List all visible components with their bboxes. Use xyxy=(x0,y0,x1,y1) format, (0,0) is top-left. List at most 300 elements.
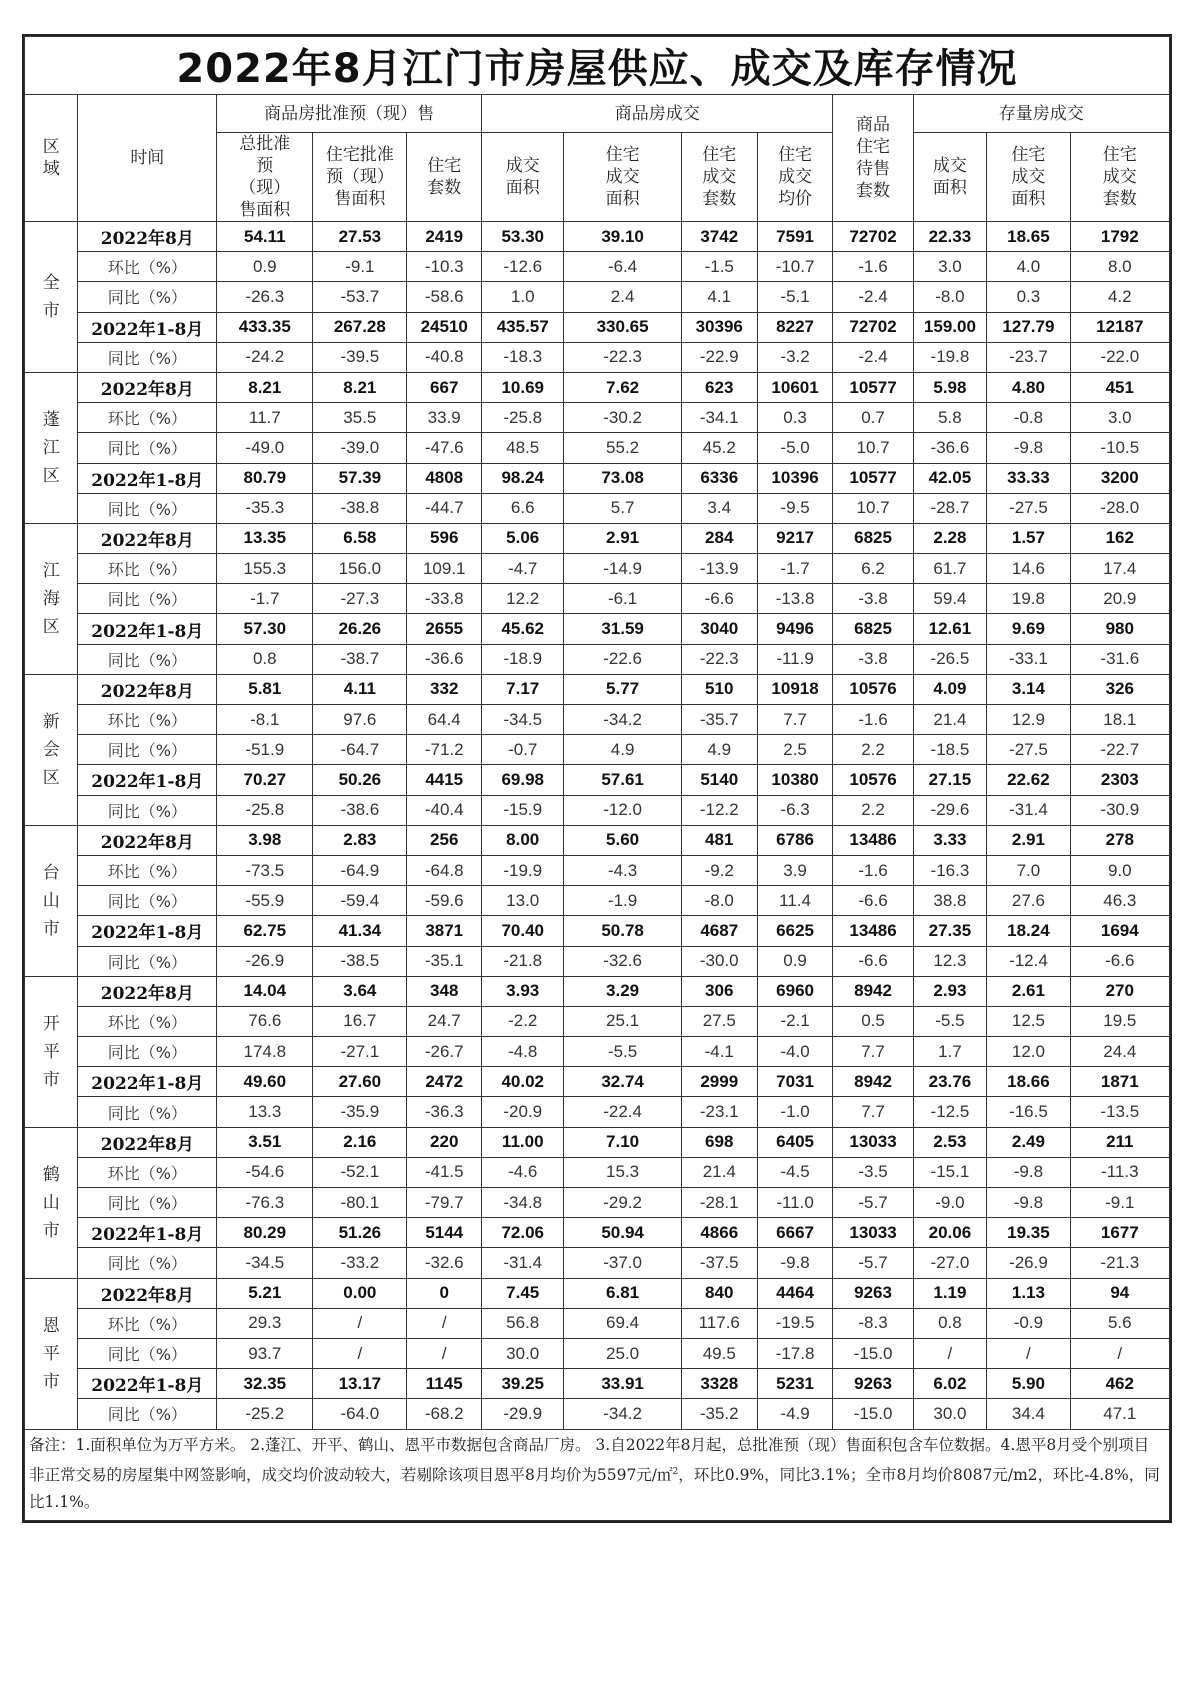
row-label: 同比（%） xyxy=(78,493,217,523)
table-cell: 7591 xyxy=(757,222,833,252)
table-cell: -4.0 xyxy=(757,1037,833,1067)
header-region-label: 区域 xyxy=(42,137,60,179)
table-cell: 34.4 xyxy=(987,1399,1070,1429)
header-col-label: 住宅成交套数 xyxy=(702,145,737,209)
region-name xyxy=(25,1127,78,1278)
table-row xyxy=(25,342,1170,372)
table-cell: 18.66 xyxy=(987,1067,1070,1097)
table-cell: / xyxy=(407,1338,482,1368)
row-label: 2022年1-8月 xyxy=(78,614,217,644)
table-cell: -33.2 xyxy=(313,1248,407,1278)
table-cell: -1.6 xyxy=(833,705,913,735)
region-name xyxy=(25,372,78,523)
row-label: 同比（%） xyxy=(78,735,217,765)
table-cell: -14.9 xyxy=(564,554,681,584)
table-cell: -35.7 xyxy=(681,705,757,735)
table-cell: 21.4 xyxy=(913,705,987,735)
table-cell: 1.57 xyxy=(987,523,1070,553)
table-cell: -35.3 xyxy=(217,493,313,523)
region-name-label: 恩平市 xyxy=(42,1315,60,1392)
table-cell: 49.60 xyxy=(217,1067,313,1097)
table-cell: 2472 xyxy=(407,1067,482,1097)
header-group-existing: 存量房成交 xyxy=(913,95,1169,133)
table-cell: 8942 xyxy=(833,976,913,1006)
table-cell: 7.10 xyxy=(564,1127,681,1157)
table-cell: 6667 xyxy=(757,1218,833,1248)
table-cell: 6336 xyxy=(681,463,757,493)
table-cell: -44.7 xyxy=(407,493,482,523)
table-cell: 3.14 xyxy=(987,674,1070,704)
table-cell: 9263 xyxy=(833,1369,913,1399)
table-cell: 7.7 xyxy=(833,1097,913,1127)
table-cell: 13.17 xyxy=(313,1369,407,1399)
table-cell: 11.4 xyxy=(757,886,833,916)
table-cell: 80.79 xyxy=(217,463,313,493)
table-cell: 1694 xyxy=(1070,916,1169,946)
row-label: 2022年1-8月 xyxy=(78,765,217,795)
table-cell: -1.7 xyxy=(217,584,313,614)
table-cell: 2.53 xyxy=(913,1127,987,1157)
table-cell: 13486 xyxy=(833,825,913,855)
table-cell: 6786 xyxy=(757,825,833,855)
table-cell: -15.1 xyxy=(913,1157,987,1187)
table-cell: -64.9 xyxy=(313,855,407,885)
table-cell: -30.0 xyxy=(681,946,757,976)
table-row xyxy=(25,252,1170,282)
table-cell: -33.8 xyxy=(407,584,482,614)
header-group-supply: 商品房批准预（现）售 xyxy=(217,95,482,133)
row-label: 同比（%） xyxy=(78,1037,217,1067)
table-cell: -27.3 xyxy=(313,584,407,614)
table-cell: 4808 xyxy=(407,463,482,493)
table-cell: 14.04 xyxy=(217,976,313,1006)
table-cell: 10396 xyxy=(757,463,833,493)
table-cell: -34.2 xyxy=(564,705,681,735)
table-cell: -79.7 xyxy=(407,1188,482,1218)
table-cell: -23.7 xyxy=(987,342,1070,372)
table-cell: 5.60 xyxy=(564,825,681,855)
header-col-label: 住宅批准预（现）售面积 xyxy=(325,145,394,209)
table-cell: 6825 xyxy=(833,523,913,553)
table-cell: 10.7 xyxy=(833,433,913,463)
table-row xyxy=(25,1188,1170,1218)
table-cell: 332 xyxy=(407,674,482,704)
table-cell: -9.8 xyxy=(987,1157,1070,1187)
row-label: 2022年8月 xyxy=(78,523,217,553)
region-name-label: 台山市 xyxy=(42,862,60,939)
table-cell: 2.2 xyxy=(833,795,913,825)
table-cell: -10.7 xyxy=(757,252,833,282)
table-cell: 40.02 xyxy=(482,1067,564,1097)
table-cell: 3.33 xyxy=(913,825,987,855)
table-cell: -5.5 xyxy=(913,1006,987,1036)
table-cell: -32.6 xyxy=(564,946,681,976)
table-cell: -25.2 xyxy=(217,1399,313,1429)
table-cell: 2.28 xyxy=(913,523,987,553)
table-cell: -31.6 xyxy=(1070,644,1169,674)
table-cell: -12.5 xyxy=(913,1097,987,1127)
row-label: 同比（%） xyxy=(78,342,217,372)
table-cell: 69.98 xyxy=(482,765,564,795)
table-cell: 117.6 xyxy=(681,1308,757,1338)
table-cell: -18.5 xyxy=(913,735,987,765)
table-cell: 13.0 xyxy=(482,886,564,916)
table-cell: -11.3 xyxy=(1070,1157,1169,1187)
table-cell: 55.2 xyxy=(564,433,681,463)
table-cell: -25.8 xyxy=(217,795,313,825)
row-label: 同比（%） xyxy=(78,886,217,916)
table-cell: -4.1 xyxy=(681,1037,757,1067)
table-cell: 0.5 xyxy=(833,1006,913,1036)
table-cell: -22.3 xyxy=(564,342,681,372)
table-cell: -37.5 xyxy=(681,1248,757,1278)
region-name xyxy=(25,825,78,976)
row-label: 2022年8月 xyxy=(78,222,217,252)
table-cell: 72.06 xyxy=(482,1218,564,1248)
table-cell: 1871 xyxy=(1070,1067,1169,1097)
row-label: 2022年8月 xyxy=(78,1278,217,1308)
region-name xyxy=(25,222,78,373)
table-cell: -38.5 xyxy=(313,946,407,976)
table-cell: / xyxy=(913,1338,987,1368)
table-cell: -47.6 xyxy=(407,433,482,463)
table-cell: -68.2 xyxy=(407,1399,482,1429)
table-cell: 70.40 xyxy=(482,916,564,946)
table-cell: -4.9 xyxy=(757,1399,833,1429)
table-cell: 6.6 xyxy=(482,493,564,523)
header-col-label: 成交面积 xyxy=(505,156,540,198)
table-cell: / xyxy=(987,1338,1070,1368)
table-cell: 73.08 xyxy=(564,463,681,493)
table-cell: 3040 xyxy=(681,614,757,644)
table-cell: 2.61 xyxy=(987,976,1070,1006)
row-label: 同比（%） xyxy=(78,584,217,614)
table-cell: -2.4 xyxy=(833,282,913,312)
table-cell: -0.8 xyxy=(987,403,1070,433)
footnote-text-1: 备注：1.面积单位为万平方米。 2.蓬江、开平、鹤山、恩平市数据包含商品厂房。 3.自2022年8月起，总批准预（现）售面积包含车位数据。4.恩平8月受个别项目非正常交易的房屋集中网签影响，成交均价波动较大，若剔除该项目恩平8月均价为5597元/㎡ xyxy=(29,1435,1150,1484)
table-cell: 3.93 xyxy=(482,976,564,1006)
table-cell: -10.3 xyxy=(407,252,482,282)
table-cell: -37.0 xyxy=(564,1248,681,1278)
table-cell: -76.3 xyxy=(217,1188,313,1218)
row-label: 同比（%） xyxy=(78,1399,217,1429)
table-cell: 0.00 xyxy=(313,1278,407,1308)
header-col-deal-area xyxy=(482,133,564,222)
table-cell: 19.35 xyxy=(987,1218,1070,1248)
table-cell: -55.9 xyxy=(217,886,313,916)
table-cell: 4687 xyxy=(681,916,757,946)
table-cell: 21.4 xyxy=(681,1157,757,1187)
header-stock xyxy=(833,95,913,222)
table-row xyxy=(25,1218,1170,1248)
table-cell: 2.49 xyxy=(987,1127,1070,1157)
report-title: 2022年8月江门市房屋供应、成交及库存情况 xyxy=(25,37,1170,95)
table-cell: -80.1 xyxy=(313,1188,407,1218)
table-cell: 72702 xyxy=(833,222,913,252)
table-cell: 174.8 xyxy=(217,1037,313,1067)
table-cell: -59.6 xyxy=(407,886,482,916)
row-label: 2022年1-8月 xyxy=(78,312,217,342)
table-cell: 155.3 xyxy=(217,554,313,584)
row-label: 同比（%） xyxy=(78,1097,217,1127)
table-cell: -2.4 xyxy=(833,342,913,372)
table-cell: 4.9 xyxy=(681,735,757,765)
table-row xyxy=(25,1097,1170,1127)
table-cell: -59.4 xyxy=(313,886,407,916)
table-cell: 8.21 xyxy=(217,372,313,402)
table-cell: -9.8 xyxy=(987,433,1070,463)
table-cell: -15.0 xyxy=(833,1338,913,1368)
table-cell: 462 xyxy=(1070,1369,1169,1399)
table-cell: -6.6 xyxy=(681,584,757,614)
table-cell: 220 xyxy=(407,1127,482,1157)
table-row xyxy=(25,523,1170,553)
table-cell: 13486 xyxy=(833,916,913,946)
row-label: 2022年8月 xyxy=(78,976,217,1006)
table-cell: / xyxy=(313,1338,407,1368)
table-cell: 698 xyxy=(681,1127,757,1157)
table-cell: 62.75 xyxy=(217,916,313,946)
table-cell: -9.0 xyxy=(913,1188,987,1218)
table-cell: 11.7 xyxy=(217,403,313,433)
table-row xyxy=(25,644,1170,674)
table-cell: / xyxy=(407,1308,482,1338)
row-label: 同比（%） xyxy=(78,282,217,312)
table-row xyxy=(25,372,1170,402)
table-cell: 0.9 xyxy=(757,946,833,976)
table-cell: 2.16 xyxy=(313,1127,407,1157)
table-cell: 109.1 xyxy=(407,554,482,584)
table-cell: -35.1 xyxy=(407,946,482,976)
table-cell: -38.7 xyxy=(313,644,407,674)
table-row xyxy=(25,403,1170,433)
table-cell: 3742 xyxy=(681,222,757,252)
table-cell: 6.2 xyxy=(833,554,913,584)
table-cell: -19.5 xyxy=(757,1308,833,1338)
row-label: 同比（%） xyxy=(78,433,217,463)
table-cell: 61.7 xyxy=(913,554,987,584)
row-label: 2022年8月 xyxy=(78,825,217,855)
table-cell: 306 xyxy=(681,976,757,1006)
table-row xyxy=(25,222,1170,252)
table-cell: -3.5 xyxy=(833,1157,913,1187)
table-row xyxy=(25,282,1170,312)
table-cell: 10601 xyxy=(757,372,833,402)
table-row xyxy=(25,705,1170,735)
row-label: 环比（%） xyxy=(78,1006,217,1036)
table-cell: 4.9 xyxy=(564,735,681,765)
table-cell: 39.25 xyxy=(482,1369,564,1399)
table-cell: 0 xyxy=(407,1278,482,1308)
header-col-label: 住宅成交面积 xyxy=(1011,145,1046,209)
table-cell: -2.1 xyxy=(757,1006,833,1036)
table-cell: 5.81 xyxy=(217,674,313,704)
table-cell: 22.33 xyxy=(913,222,987,252)
table-cell: 6825 xyxy=(833,614,913,644)
table-cell: -31.4 xyxy=(482,1248,564,1278)
header-col-residential-avg-price xyxy=(757,133,833,222)
table-cell: 30396 xyxy=(681,312,757,342)
header-col-existing-deal-area xyxy=(913,133,987,222)
table-cell: 10380 xyxy=(757,765,833,795)
table-row xyxy=(25,1157,1170,1187)
table-cell: -9.1 xyxy=(313,252,407,282)
table-cell: -64.7 xyxy=(313,735,407,765)
table-cell: -1.9 xyxy=(564,886,681,916)
table-cell: 25.0 xyxy=(564,1338,681,1368)
row-label: 2022年1-8月 xyxy=(78,1369,217,1399)
table-cell: 127.79 xyxy=(987,312,1070,342)
table-cell: 5.8 xyxy=(913,403,987,433)
table-cell: 9.69 xyxy=(987,614,1070,644)
table-cell: 76.6 xyxy=(217,1006,313,1036)
table-cell: -6.4 xyxy=(564,252,681,282)
table-cell: 1145 xyxy=(407,1369,482,1399)
table-cell: -1.6 xyxy=(833,252,913,282)
table-cell: 0.7 xyxy=(833,403,913,433)
table-cell: 27.53 xyxy=(313,222,407,252)
table-cell: 57.61 xyxy=(564,765,681,795)
table-cell: 5.7 xyxy=(564,493,681,523)
table-cell: 13033 xyxy=(833,1127,913,1157)
row-label: 环比（%） xyxy=(78,1157,217,1187)
row-label: 2022年1-8月 xyxy=(78,1067,217,1097)
table-cell: -51.9 xyxy=(217,735,313,765)
table-cell: 3.51 xyxy=(217,1127,313,1157)
table-cell: 53.30 xyxy=(482,222,564,252)
table-cell: 10576 xyxy=(833,674,913,704)
table-cell: 4415 xyxy=(407,765,482,795)
table-cell: 3.0 xyxy=(1070,403,1169,433)
table-cell: -15.9 xyxy=(482,795,564,825)
region-name-label: 新会区 xyxy=(42,711,60,788)
table-row xyxy=(25,1127,1170,1157)
table-cell: 9217 xyxy=(757,523,833,553)
header-col-label: 住宅成交均价 xyxy=(778,145,813,209)
table-cell: 20.9 xyxy=(1070,584,1169,614)
table-cell: -73.5 xyxy=(217,855,313,885)
table-cell: -22.9 xyxy=(681,342,757,372)
region-name xyxy=(25,1278,78,1429)
table-cell: -8.0 xyxy=(681,886,757,916)
table-row xyxy=(25,976,1170,1006)
table-cell: 0.3 xyxy=(757,403,833,433)
table-cell: 0.8 xyxy=(217,644,313,674)
table-cell: 5.06 xyxy=(482,523,564,553)
header-col-label: 住宅成交套数 xyxy=(1102,145,1137,209)
table-cell: 3871 xyxy=(407,916,482,946)
row-label: 同比（%） xyxy=(78,644,217,674)
header-time: 时间 xyxy=(78,95,217,222)
table-cell: 45.62 xyxy=(482,614,564,644)
table-cell: 14.6 xyxy=(987,554,1070,584)
table-row xyxy=(25,674,1170,704)
table-cell: 8942 xyxy=(833,1067,913,1097)
table-cell: 3.9 xyxy=(757,855,833,885)
table-row xyxy=(25,463,1170,493)
table-cell: 45.2 xyxy=(681,433,757,463)
table-cell: -21.8 xyxy=(482,946,564,976)
table-cell: -4.3 xyxy=(564,855,681,885)
table-cell: 2.5 xyxy=(757,735,833,765)
region-name-label: 江海区 xyxy=(42,560,60,637)
table-cell: 267.28 xyxy=(313,312,407,342)
table-cell: 0.3 xyxy=(987,282,1070,312)
table-cell: 19.5 xyxy=(1070,1006,1169,1036)
region-name-label: 全市 xyxy=(42,272,60,321)
table-cell: 31.59 xyxy=(564,614,681,644)
table-cell: 4.0 xyxy=(987,252,1070,282)
table-cell: -8.1 xyxy=(217,705,313,735)
table-cell: -5.0 xyxy=(757,433,833,463)
table-cell: -9.1 xyxy=(1070,1188,1169,1218)
row-label: 2022年1-8月 xyxy=(78,463,217,493)
table-cell: 2.83 xyxy=(313,825,407,855)
table-cell: -34.5 xyxy=(217,1248,313,1278)
table-cell: 1.13 xyxy=(987,1278,1070,1308)
table-cell: 50.78 xyxy=(564,916,681,946)
housing-report-table xyxy=(24,36,1170,1521)
row-label: 环比（%） xyxy=(78,554,217,584)
table-cell: 5.6 xyxy=(1070,1308,1169,1338)
table-cell: 27.35 xyxy=(913,916,987,946)
table-cell: -8.0 xyxy=(913,282,987,312)
table-cell: 162 xyxy=(1070,523,1169,553)
row-label: 环比（%） xyxy=(78,855,217,885)
table-cell: -12.2 xyxy=(681,795,757,825)
table-cell: 57.30 xyxy=(217,614,313,644)
table-cell: 7.45 xyxy=(482,1278,564,1308)
table-row xyxy=(25,312,1170,342)
table-cell: 69.4 xyxy=(564,1308,681,1338)
table-cell: 22.62 xyxy=(987,765,1070,795)
table-cell: 10576 xyxy=(833,765,913,795)
footnote xyxy=(25,1429,1170,1520)
table-cell: -40.4 xyxy=(407,795,482,825)
table-cell: -26.9 xyxy=(987,1248,1070,1278)
table-cell: 1677 xyxy=(1070,1218,1169,1248)
table-cell: -58.6 xyxy=(407,282,482,312)
table-cell: -10.5 xyxy=(1070,433,1169,463)
table-row xyxy=(25,433,1170,463)
table-cell: -5.1 xyxy=(757,282,833,312)
table-cell: -54.6 xyxy=(217,1157,313,1187)
table-cell: -29.2 xyxy=(564,1188,681,1218)
table-cell: 5144 xyxy=(407,1218,482,1248)
table-cell: 29.3 xyxy=(217,1308,313,1338)
table-cell: -36.3 xyxy=(407,1097,482,1127)
table-cell: 27.6 xyxy=(987,886,1070,916)
table-cell: 3328 xyxy=(681,1369,757,1399)
table-cell: -34.8 xyxy=(482,1188,564,1218)
table-cell: 15.3 xyxy=(564,1157,681,1187)
table-cell: -64.8 xyxy=(407,855,482,885)
table-cell: 38.8 xyxy=(913,886,987,916)
table-cell: 348 xyxy=(407,976,482,1006)
table-cell: 94 xyxy=(1070,1278,1169,1308)
table-row xyxy=(25,1067,1170,1097)
table-cell: 41.34 xyxy=(313,916,407,946)
table-cell: -6.1 xyxy=(564,584,681,614)
table-cell: -22.4 xyxy=(564,1097,681,1127)
table-cell: 1.7 xyxy=(913,1037,987,1067)
table-cell: -27.5 xyxy=(987,735,1070,765)
table-cell: 10577 xyxy=(833,463,913,493)
table-cell: 30.0 xyxy=(913,1399,987,1429)
footnote-text-2: ，环比0.9%，同比3.1%；全市8月均价8087元/m2，环比-4.8%，同比1.1%。 xyxy=(29,1465,1160,1511)
header-col-residential-units xyxy=(407,133,482,222)
table-cell: 46.3 xyxy=(1070,886,1169,916)
